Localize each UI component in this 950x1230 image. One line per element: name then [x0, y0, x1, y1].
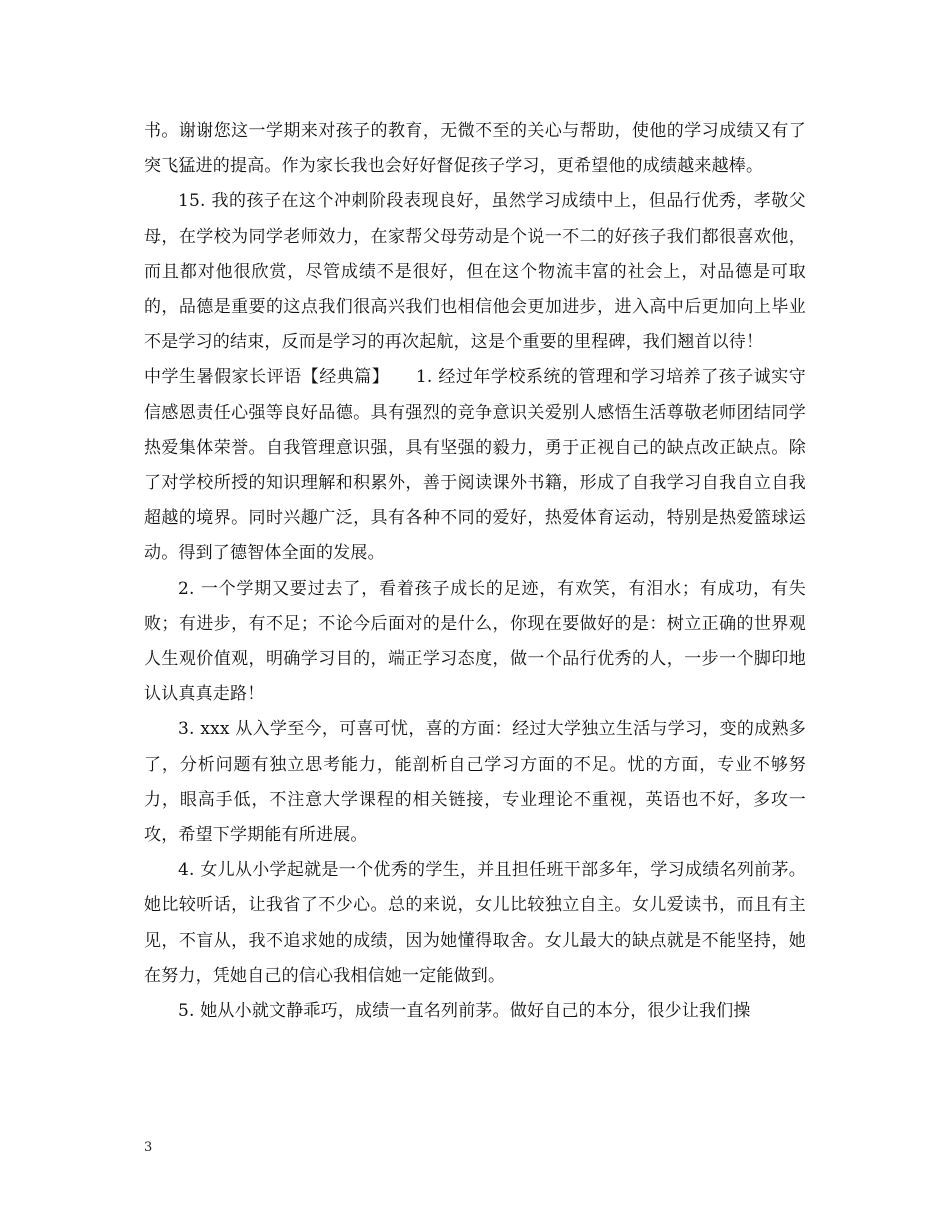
- paragraph-section-heading-item-1: 中学生暑假家长评语【经典篇】 1. 经过年学校系统的管理和学习培养了孩子诚实守信感恩责任心强等良好品德。具有强烈的竞争意识关爱别人感悟生活尊敬老师团结同学热爱集体荣誉。自我管理意识强，具有坚强的毅力，勇于正视自己的缺点改正缺点。除了对学校所授的知识理解和积累外，善于阅读课外书籍，形成了自我学习自我自立自我超越的境界。同时兴趣广泛，具有各种不同的爱好，热爱体育运动，特别是热爱篮球运动。得到了德智体全面的发展。: [144, 367, 806, 564]
- paragraph-item-3: 3. xxx 从入学至今，可喜可忧，喜的方面：经过大学独立生活与学习，变的成熟多了，分析问题有独立思考能力，能剖析自己学习方面的不足。忧的方面，专业不够努力，眼高手低，不注意大学课程的相关链接，专业理论不重视，英语也不好，多攻一攻，希望下学期能有所进展。: [144, 719, 806, 846]
- page-number: 3: [144, 1140, 153, 1155]
- paragraph-item-5: 5. 她从小就文静乖巧，成绩一直名列前茅。做好自己的本分，很少让我们操: [178, 1001, 751, 1022]
- paragraph-item-15: 15. 我的孩子在这个冲刺阶段表现良好，虽然学习成绩中上，但品行优秀，孝敬父母，在学校为同学老师效力，在家帮父母劳动是个说一不二的好孩子我们都很喜欢他，而且都对他很欣赏，尽管成绩不是很好，但在这个物流丰富的社会上，对品德是可取的，品德是重要的这点我们很高兴我们也相信他会更加进步，进入高中后更加向上毕业不是学习的结束，反而是学习的再次起航，这是个重要的里程碑，我们翘首以待！: [144, 191, 806, 353]
- paragraph-item-4: 4. 女儿从小学起就是一个优秀的学生，并且担任班干部多年，学习成绩名列前茅。她比较听话，让我省了不少心。总的来说，女儿比较独立自主。女儿爱读书，而且有主见，不盲从，我不追求她的成绩，因为她懂得取舍。女儿最大的缺点就是不能坚持，她在努力，凭她自己的信心我相信她一定能做到。: [144, 860, 806, 986]
- document-body: [144, 114, 806, 1029]
- paragraph-continuation: 书。谢谢您这一学期来对孩子的教育，无微不至的关心与帮助，使他的学习成绩又有了突飞猛进的提高。作为家长我也会好好督促孩子学习，更希望他的成绩越来越棒。: [144, 121, 806, 177]
- paragraph-item-2: 2. 一个学期又要过去了，看着孩子成长的足迹，有欢笑，有泪水；有成功，有失败；有进步，有不足；不论今后面对的是什么，你现在要做好的是：树立正确的世界观人生观价值观，明确学习目的，端正学习态度，做一个品行优秀的人，一步一个脚印地认认真真走路！: [144, 578, 806, 705]
